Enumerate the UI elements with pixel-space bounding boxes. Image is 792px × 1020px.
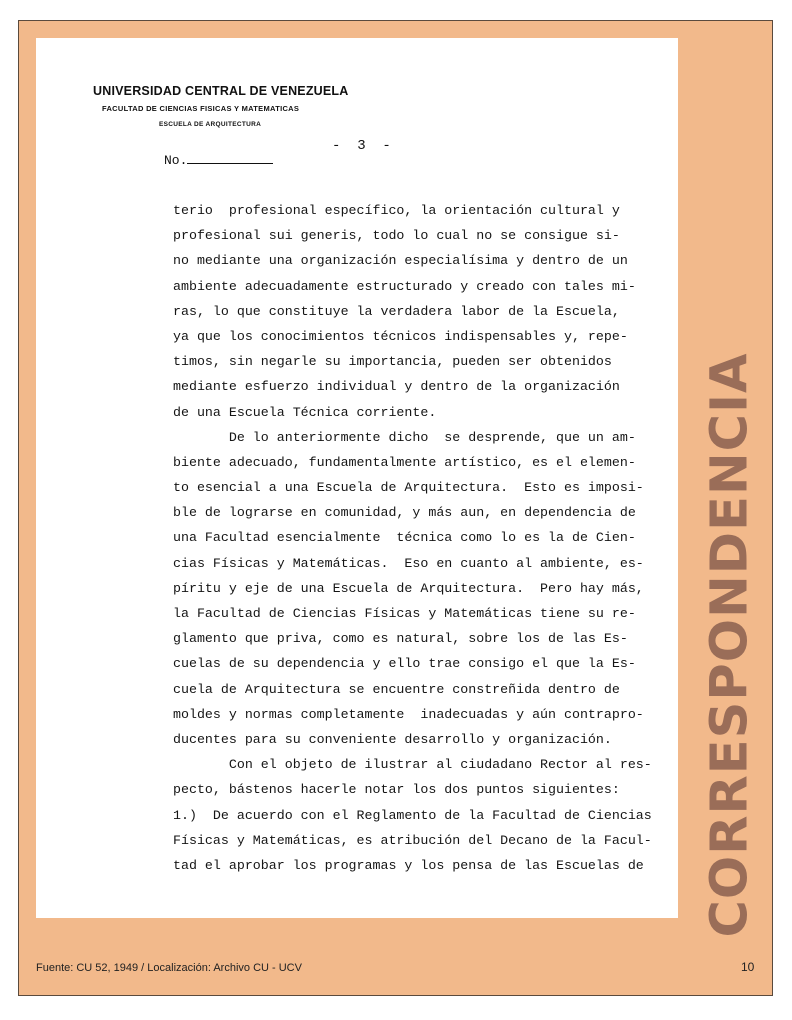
body-line: mediante esfuerzo individual y dentro de la organización <box>173 379 620 395</box>
body-line: terio profesional específico, la orientación cultural y <box>173 203 620 218</box>
number-blank-line <box>187 153 273 164</box>
body-line: timos, sin negarle su importancia, pueden ser obtenidos <box>173 354 612 370</box>
body-line: Con el objeto de ilustrar al ciudadano Rector al res- <box>173 757 652 773</box>
number-label: No. <box>164 153 188 168</box>
school-name: ESCUELA DE ARQUITECTURA <box>159 121 262 128</box>
body-line: ya que los conocimientos técnicos indispensables y, repe- <box>173 328 628 344</box>
body-line: to esencial a una Escuela de Arquitectura. Esto es imposi- <box>173 480 644 496</box>
section-title-vertical <box>700 352 760 938</box>
body-line: ducentes para su conveniente desarrollo y organización. <box>173 731 612 747</box>
scanned-document <box>36 38 678 918</box>
body-line: cias Físicas y Matemáticas. Eso en cuanto al ambiente, es- <box>173 555 644 571</box>
source-note: Fuente: CU 52, 1949 / Localización: Archivo CU - UCV <box>36 962 302 974</box>
body-line: cuelas de su dependencia y ello trae consigo el que la Es- <box>173 656 636 672</box>
body-line: pecto, bástenos hacerle notar los dos puntos siguientes: <box>173 782 620 798</box>
body-line: tad el aprobar los programas y los pensa de las Escuelas de <box>173 857 644 873</box>
body-line: glamento que priva, como es natural, sobre los de las Es- <box>173 631 628 647</box>
body-line: moldes y normas completamente inadecuadas y aún contrapro- <box>173 706 644 722</box>
body-line: de una Escuela Técnica corriente. <box>173 404 437 420</box>
body-line: Físicas y Matemáticas, es atribución del Decano de la Facul- <box>173 832 652 848</box>
page-number: 10 <box>741 960 755 974</box>
document-page-marker: - 3 - <box>332 138 391 154</box>
body-line: profesional sui generis, todo lo cual no se consigue si- <box>173 228 620 244</box>
body-line: ras, lo que constituye la verdadera labor de la Escuela, <box>173 303 620 319</box>
body-line: la Facultad de Ciencias Físicas y Matemáticas tiene su re- <box>173 606 636 621</box>
section-title: CORRESPONDENCIA <box>700 352 760 938</box>
body-line: 1.) De acuerdo con el Reglamento de la Facultad de Ciencias <box>173 807 652 823</box>
body-line: una Facultad esencialmente técnica como lo es la de Cien- <box>173 530 636 546</box>
body-line: píritu y eje de una Escuela de Arquitectura. Pero hay más, <box>173 580 644 596</box>
body-line: ambiente adecuadamente estructurado y creado con tales mi- <box>173 278 636 294</box>
body-line: cuela de Arquitectura se encuentre constreñida dentro de <box>173 681 620 697</box>
body-line: biente adecuado, fundamentalmente artístico, es el elemen- <box>173 454 636 470</box>
university-name: UNIVERSIDAD CENTRAL DE VENEZUELA <box>93 84 349 98</box>
body-line: ble de lograrse en comunidad, y más aun, en dependencia de <box>173 505 636 521</box>
number-field <box>164 153 273 168</box>
body-line: no mediante una organización especialísima y dentro de un <box>173 253 628 269</box>
body-line: De lo anteriormente dicho se desprende, que un am- <box>173 429 636 445</box>
letter-body <box>173 198 652 878</box>
faculty-name: FACULTAD DE CIENCIAS FISICAS Y MATEMATICAS <box>102 104 300 113</box>
